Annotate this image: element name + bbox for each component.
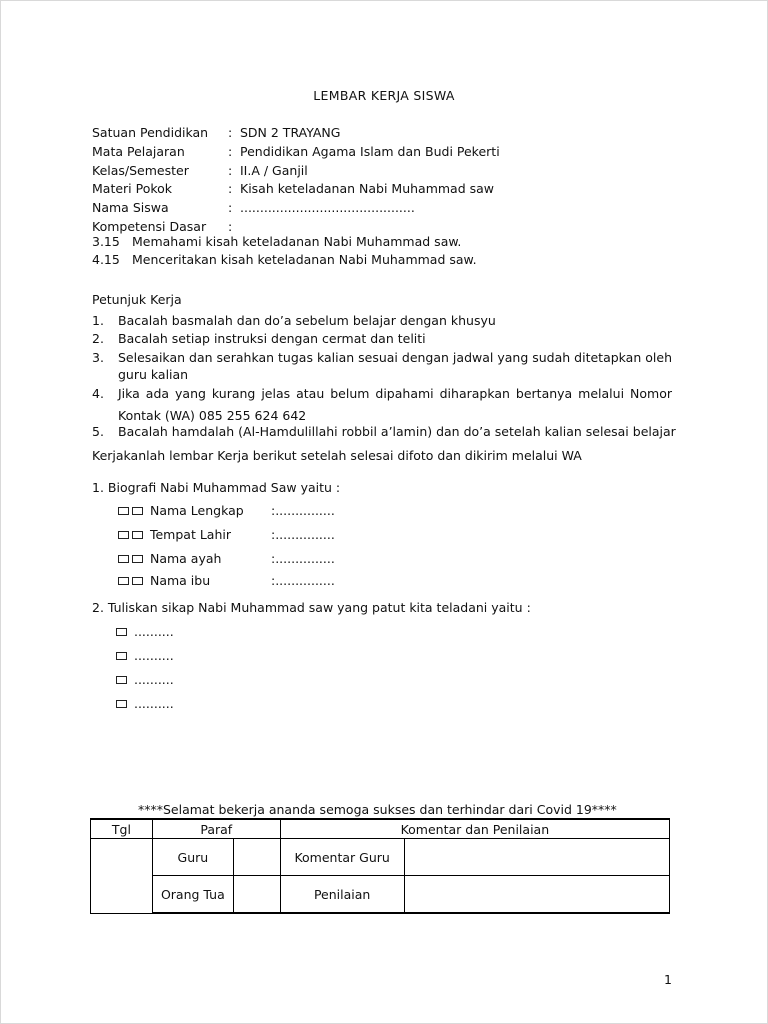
petunjuk-text: Bacalah setiap instruksi dengan cermat dan teliti xyxy=(118,331,426,346)
list-item xyxy=(118,503,244,518)
document-title: LEMBAR KERJA SISWA xyxy=(313,88,455,103)
checkbox-icon xyxy=(132,577,143,585)
table-row xyxy=(91,839,670,876)
kompetensi-text: Menceritakan kisah keteladanan Nabi Muhammad saw. xyxy=(132,252,477,267)
field-value-satuan: SDN 2 TRAYANG xyxy=(240,125,341,140)
table-header-row xyxy=(91,819,670,839)
header-paraf: Paraf xyxy=(152,819,280,839)
paraf-label-cell: Guru xyxy=(152,839,233,876)
table-row xyxy=(91,876,670,914)
field-value-materi: Kisah keteladanan Nabi Muhammad saw xyxy=(240,181,495,196)
petunjuk-number: 4. xyxy=(92,386,104,401)
field-colon: : xyxy=(228,163,233,178)
biografi-blank: :............... xyxy=(271,551,335,566)
kompetensi-number: 4.15 xyxy=(92,252,120,267)
petunjuk-text-cont: Kontak (WA) 085 255 624 642 xyxy=(118,408,307,423)
biografi-label: Tempat Lahir xyxy=(149,527,231,542)
list-item xyxy=(116,648,174,663)
header-komentar: Komentar dan Penilaian xyxy=(280,819,669,839)
checkbox-icon xyxy=(132,507,143,515)
answer-blank: .......... xyxy=(133,672,174,687)
field-value-nama: ............................................ xyxy=(240,200,415,215)
field-colon: : xyxy=(228,144,233,159)
field-colon: : xyxy=(228,200,233,215)
petunjuk-text: Jika ada yang kurang jelas atau belum dipahami diharapkan bertanya melalui Nomor xyxy=(118,386,672,401)
field-value-kelas: II.A / Ganjil xyxy=(240,163,308,178)
petunjuk-number: 1. xyxy=(92,313,104,328)
list-item xyxy=(118,573,210,588)
kompetensi-text: Memahami kisah keteladanan Nabi Muhammad saw. xyxy=(132,234,462,249)
checkbox-icon xyxy=(116,628,127,636)
field-colon: : xyxy=(228,181,233,196)
list-item xyxy=(118,527,231,542)
paraf-sign-cell xyxy=(233,876,280,914)
petunjuk-number: 3. xyxy=(92,350,104,365)
biografi-blank: :............... xyxy=(271,503,335,518)
petunjuk-number: 5. xyxy=(92,424,104,439)
komentar-value-cell xyxy=(404,839,669,876)
question-1: 1. Biografi Nabi Muhammad Saw yaitu : xyxy=(92,480,341,495)
biografi-label: Nama ibu xyxy=(149,573,211,588)
komentar-label-cell: Komentar Guru xyxy=(280,839,404,876)
petunjuk-number: 2. xyxy=(92,331,104,346)
checkbox-icon xyxy=(118,507,129,515)
checkbox-icon xyxy=(118,577,129,585)
petunjuk-heading: Petunjuk Kerja xyxy=(92,292,182,307)
field-value-mapel: Pendidikan Agama Islam dan Budi Pekerti xyxy=(240,144,500,159)
petunjuk-text: Bacalah basmalah dan do’a sebelum belajar dengan khusyu xyxy=(118,313,496,328)
petunjuk-text: Selesaikan dan serahkan tugas kalian sesuai dengan jadwal yang sudah ditetapkan oleh xyxy=(118,350,672,365)
paraf-sign-cell xyxy=(233,839,280,876)
answer-blank: .......... xyxy=(133,696,174,711)
checkbox-icon xyxy=(116,676,127,684)
page-number: 1 xyxy=(664,972,672,987)
checkbox-icon xyxy=(118,555,129,563)
komentar-value-cell xyxy=(404,876,669,914)
petunjuk-text: Bacalah hamdalah (Al-Hamdulillahi robbil a’lamin) dan do’a setelah kalian selesai belajar xyxy=(118,424,676,439)
tgl-cell xyxy=(91,839,153,914)
checkbox-icon xyxy=(118,531,129,539)
header-tgl: Tgl xyxy=(91,819,153,839)
kompetensi-number: 3.15 xyxy=(92,234,120,249)
field-label-mapel: Mata Pelajaran xyxy=(92,144,185,159)
list-item xyxy=(116,624,174,639)
closing-message: ****Selamat bekerja ananda semoga sukses dan terhindar dari Covid 19**** xyxy=(138,802,617,817)
kompetensi-label: Kompetensi Dasar xyxy=(92,219,207,234)
instruction-text: Kerjakanlah lembar Kerja berikut setelah selesai difoto dan dikirim melalui WA xyxy=(92,448,582,463)
checkbox-icon xyxy=(132,555,143,563)
field-label-kelas: Kelas/Semester xyxy=(92,163,189,178)
biografi-blank: :............... xyxy=(271,527,335,542)
list-item xyxy=(116,696,174,711)
biografi-label: Nama ayah xyxy=(149,551,222,566)
checkbox-icon xyxy=(116,700,127,708)
biografi-blank: :............... xyxy=(271,573,335,588)
field-colon: : xyxy=(228,125,233,140)
question-2: 2. Tuliskan sikap Nabi Muhammad saw yang patut kita teladani yaitu : xyxy=(92,600,531,615)
answer-blank: .......... xyxy=(133,648,174,663)
assessment-table xyxy=(90,818,670,914)
petunjuk-text-cont: guru kalian xyxy=(118,367,189,382)
field-label-nama: Nama Siswa xyxy=(92,200,169,215)
answer-blank: .......... xyxy=(133,624,174,639)
field-label-materi: Materi Pokok xyxy=(92,181,173,196)
list-item xyxy=(116,672,174,687)
komentar-label-cell: Penilaian xyxy=(280,876,404,914)
biografi-label: Nama Lengkap xyxy=(149,503,244,518)
list-item xyxy=(118,551,221,566)
checkbox-icon xyxy=(116,652,127,660)
field-label-satuan: Satuan Pendidikan xyxy=(92,125,209,140)
kompetensi-colon: : xyxy=(228,219,233,234)
paraf-label-cell: Orang Tua xyxy=(152,876,233,914)
checkbox-icon xyxy=(132,531,143,539)
